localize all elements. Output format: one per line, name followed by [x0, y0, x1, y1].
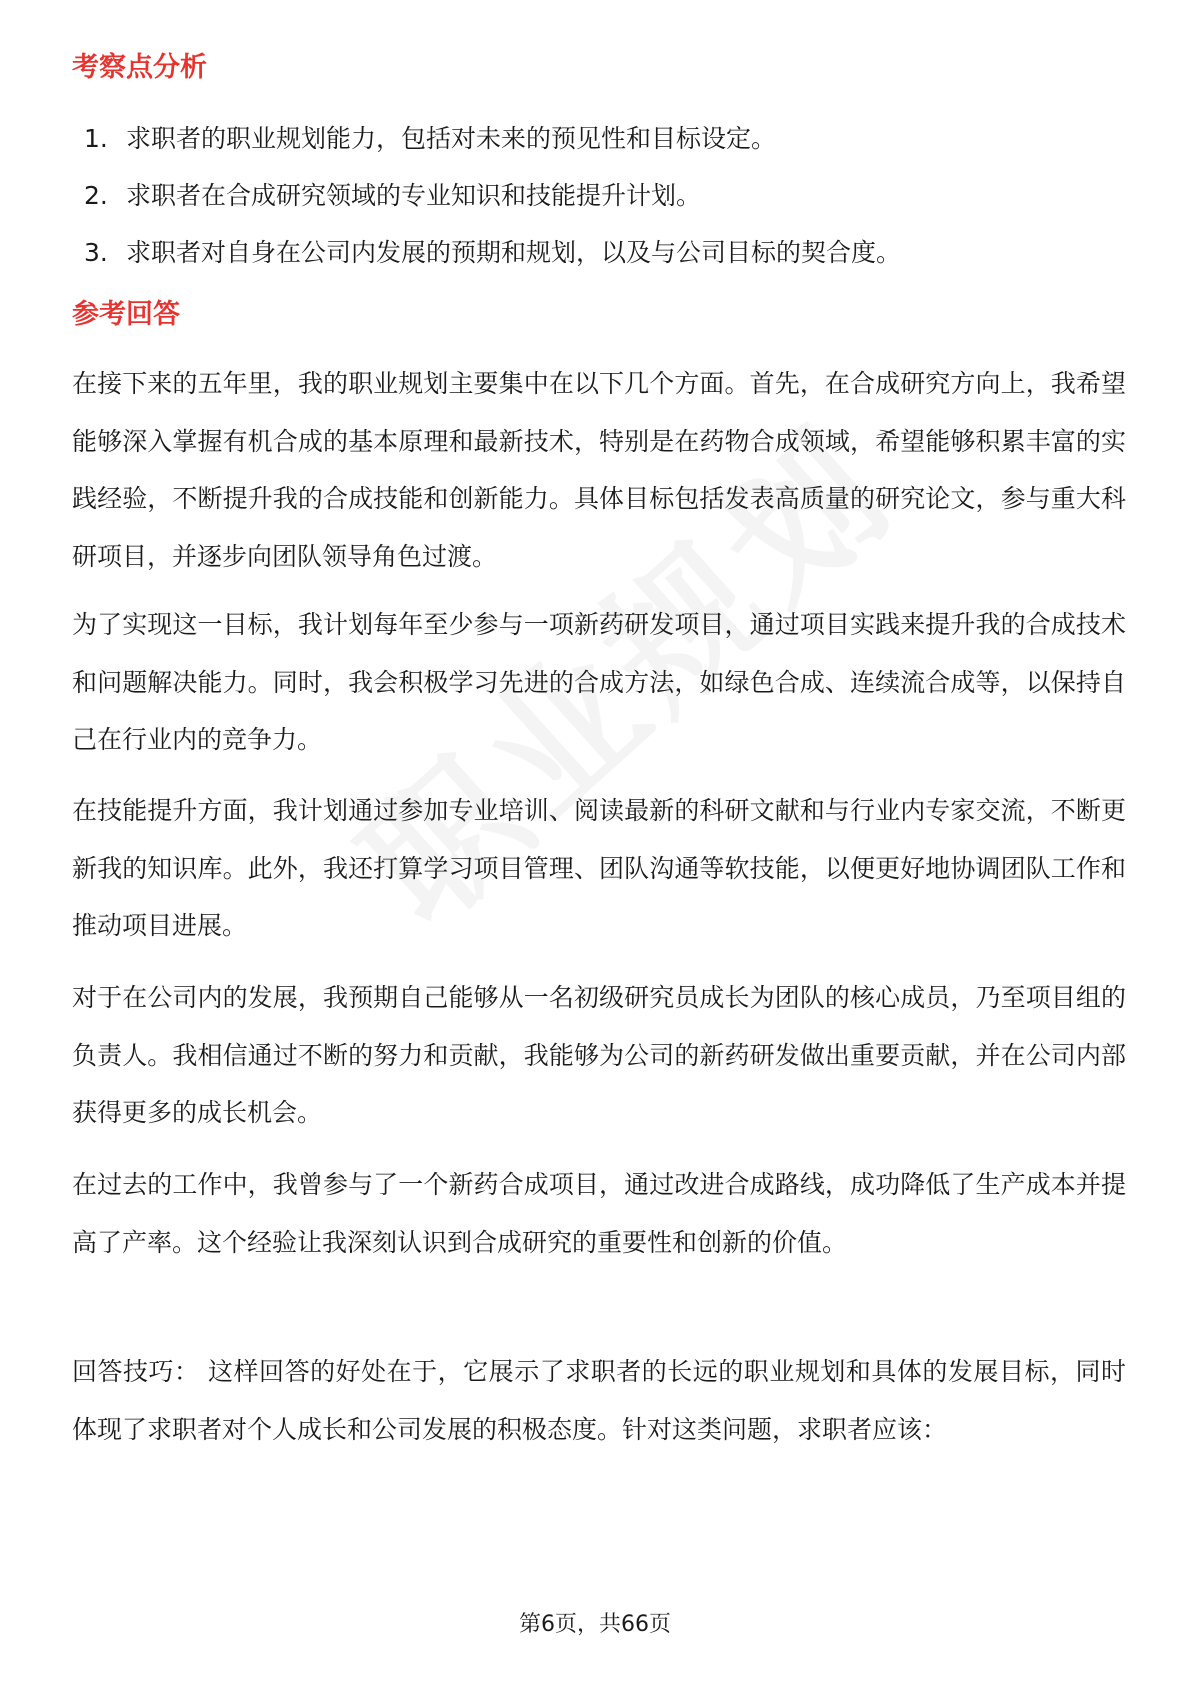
- answer-paragraph-2: 为了实现这一目标，我计划每年至少参与一项新药研发项目，通过项目实践来提升我的合成技术和问题解决能力。同时，我会积极学习先进的合成方法，如绿色合成、连续流合成等，以保持自己在行业内的竞争力。: [72, 610, 1126, 754]
- list-item-number: 1.: [84, 124, 108, 153]
- page-number-footer: 第6页，共66页: [519, 1612, 671, 1637]
- answer-tips-paragraph: 回答技巧： 这样回答的好处在于，它展示了求职者的长远的职业规划和具体的发展目标，同时体现了求职者对个人成长和公司发展的积极态度。针对这类问题，求职者应该：: [72, 1357, 1126, 1444]
- answer-heading: 参考回答: [72, 299, 180, 330]
- list-item-number: 2.: [84, 181, 108, 210]
- list-item-number: 3.: [84, 238, 108, 267]
- list-item-text: 求职者对自身在公司内发展的预期和规划，以及与公司目标的契合度。: [126, 238, 902, 267]
- list-item: [84, 236, 1134, 293]
- answer-paragraph-3: 在技能提升方面，我计划通过参加专业培训、阅读最新的科研文献和与行业内专家交流，不断更新我的知识库。此外，我还打算学习项目管理、团队沟通等软技能，以便更好地协调团队工作和推动项目进展。: [72, 796, 1126, 940]
- list-item: [84, 122, 1134, 179]
- analysis-heading: 考察点分析: [72, 52, 207, 83]
- list-item-text: 求职者的职业规划能力，包括对未来的预见性和目标设定。: [126, 124, 777, 153]
- analysis-list: [84, 122, 1134, 293]
- answer-paragraph-1: 在接下来的五年里，我的职业规划主要集中在以下几个方面。首先，在合成研究方向上，我希望能够深入掌握有机合成的基本原理和最新技术，特别是在药物合成领域，希望能够积累丰富的实践经验，不断提升我的合成技能和创新能力。具体目标包括发表高质量的研究论文，参与重大科研项目，并逐步向团队领导角色过渡。: [72, 369, 1126, 571]
- answer-paragraph-4: 对于在公司内的发展，我预期自己能够从一名初级研究员成长为团队的核心成员，乃至项目组的负责人。我相信通过不断的努力和贡献，我能够为公司的新药研发做出重要贡献，并在公司内部获得更多的成长机会。: [72, 983, 1126, 1127]
- list-item: [84, 179, 1134, 236]
- answer-paragraph-5: 在过去的工作中，我曾参与了一个新药合成项目，通过改进合成路线，成功降低了生产成本并提高了产率。这个经验让我深刻认识到合成研究的重要性和创新的价值。: [72, 1170, 1126, 1257]
- list-item-text: 求职者在合成研究领域的专业知识和技能提升计划。: [126, 181, 702, 210]
